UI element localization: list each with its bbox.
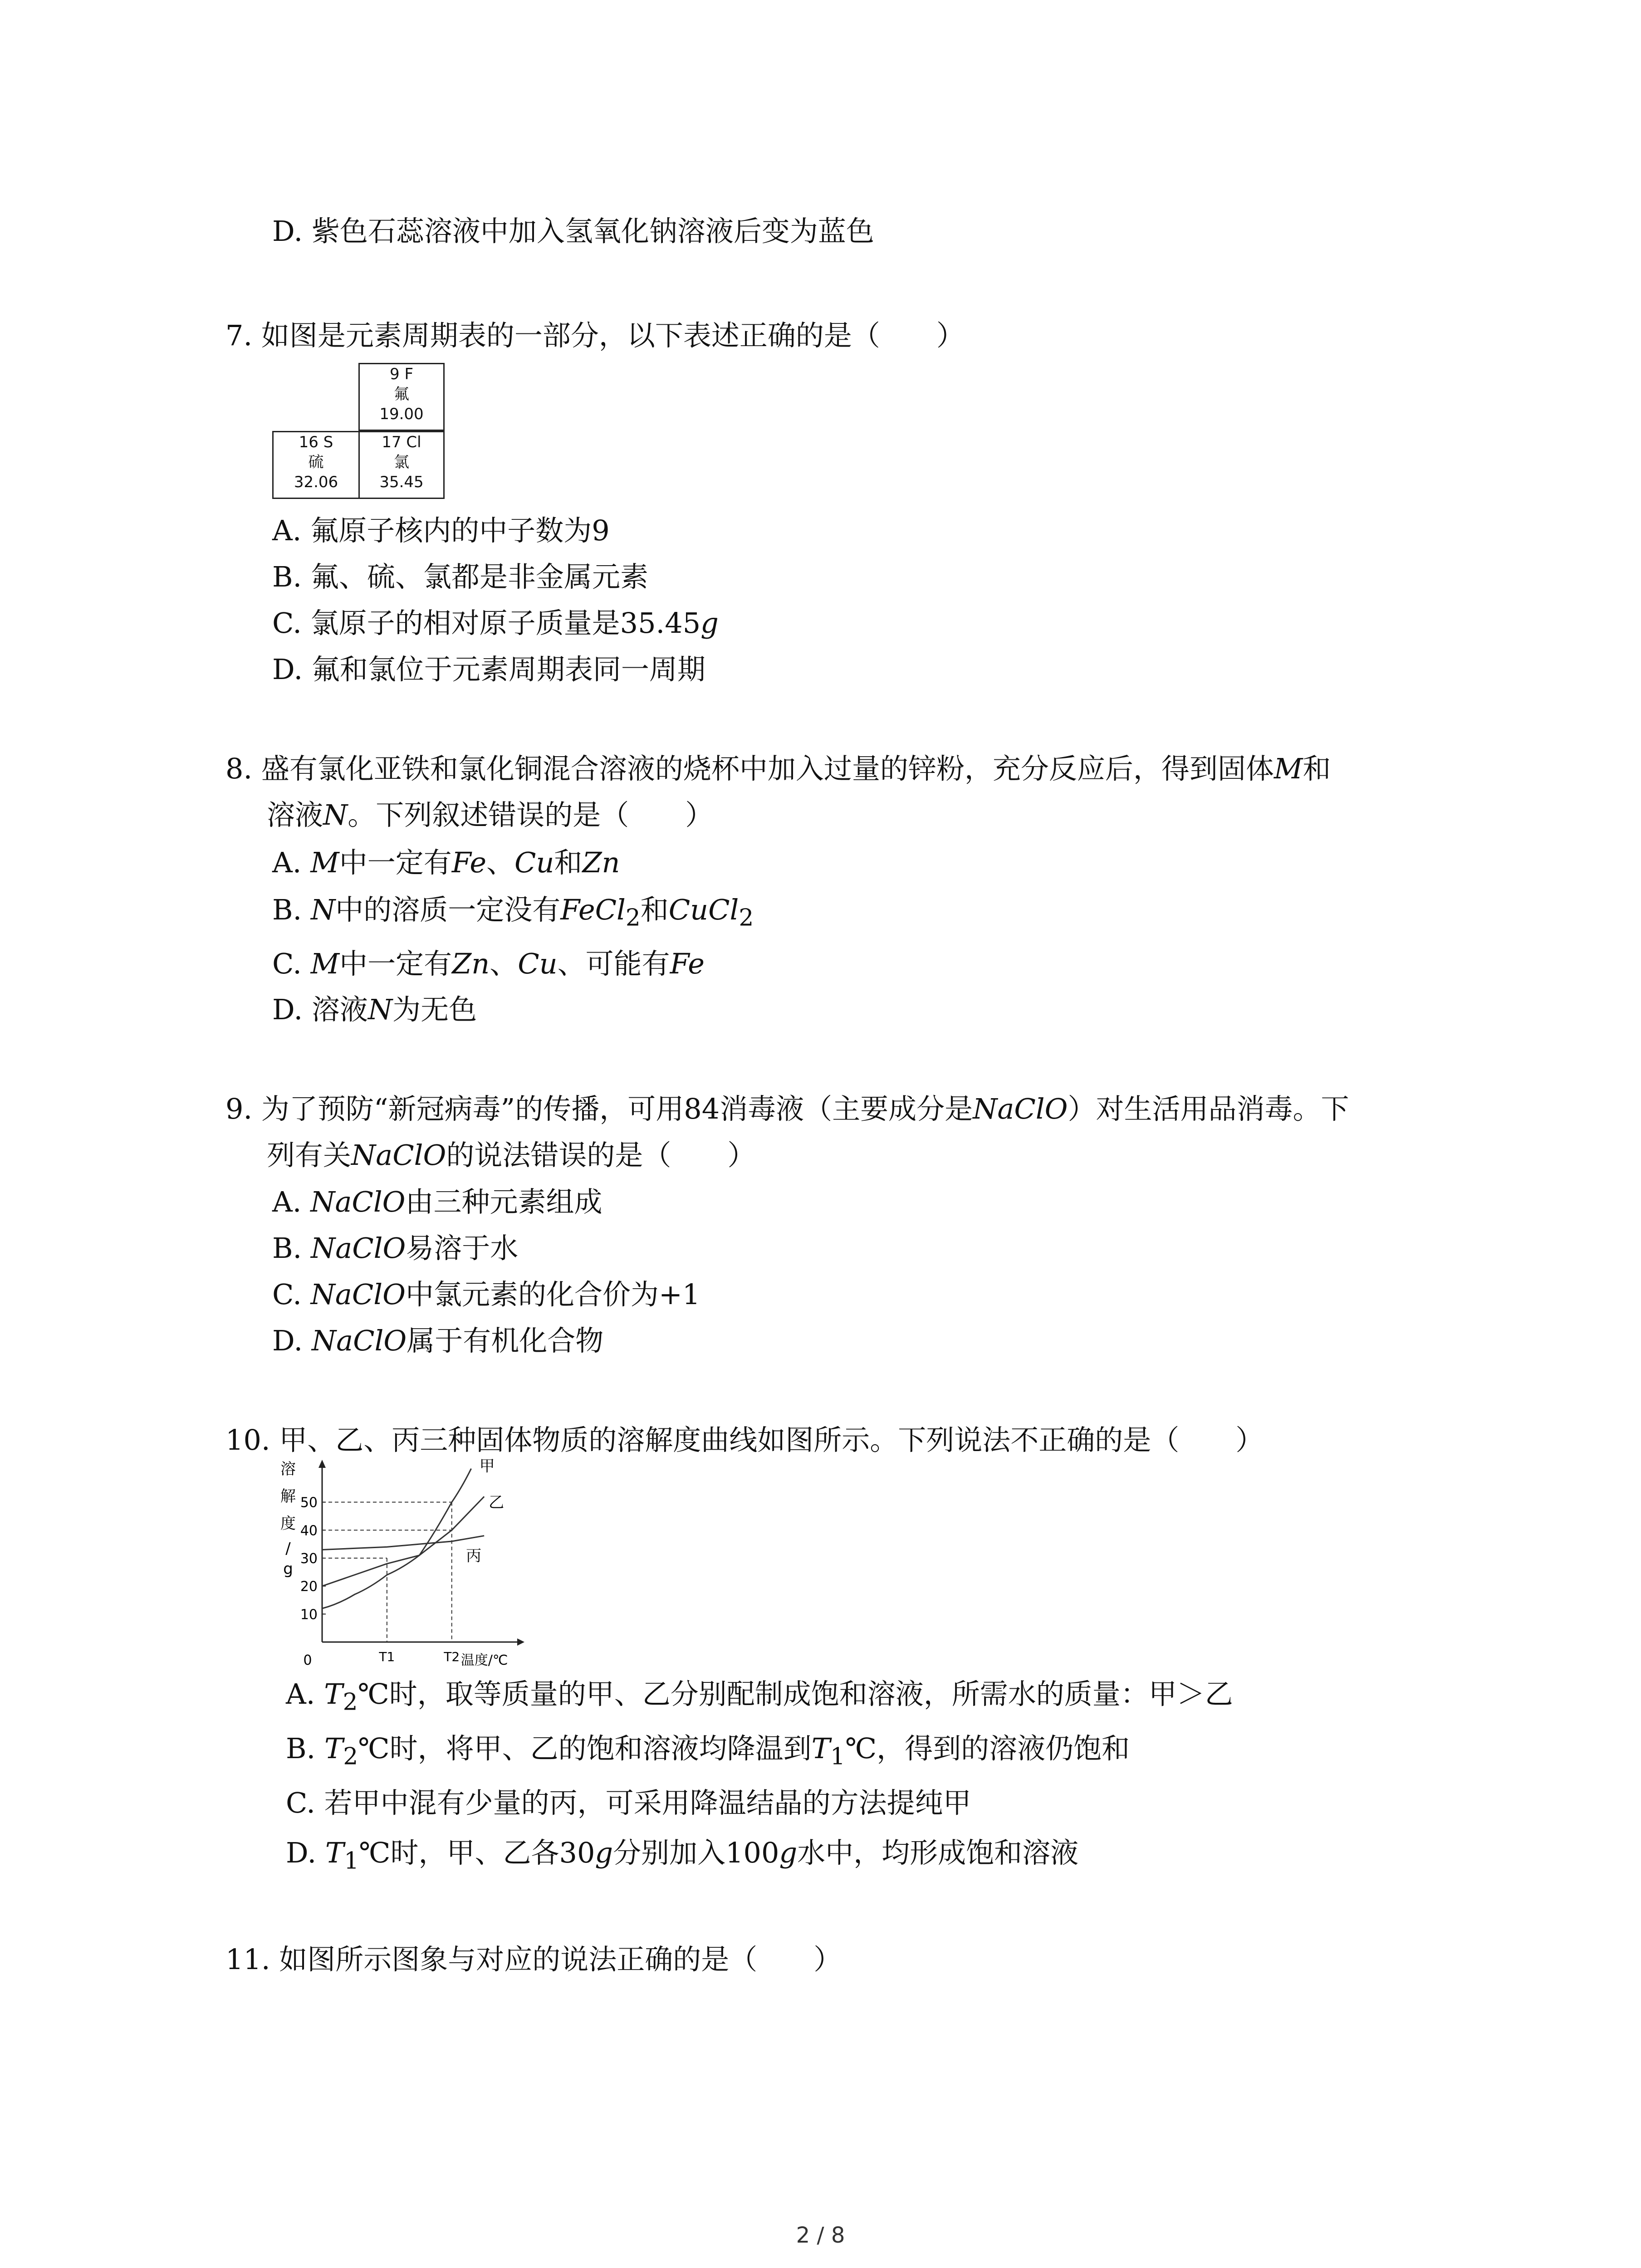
series-1-label: 甲 <box>479 1457 495 1476</box>
y-tick-label: 10 <box>300 1607 318 1623</box>
q6-option-d: D. 紫色石蕊溶液中加入氢氧化钠溶液后变为蓝色 <box>272 215 874 248</box>
y-tick-label: 20 <box>300 1579 318 1595</box>
q7-option-d: D. 氟和氯位于元素周期表同一周期 <box>272 653 705 686</box>
page-number: 2 / 8 <box>796 2223 845 2248</box>
q8-option-a: A. M中一定有Fe、Cu和Zn <box>272 846 620 879</box>
chlorine-name: 氯 <box>394 453 409 471</box>
y-tick-label: 30 <box>300 1551 318 1567</box>
y-axis-label-char: 解 <box>280 1487 296 1505</box>
chlorine-mass: 35.45 <box>379 473 424 491</box>
q9-stem-line1: 9. 为了预防“新冠病毒”的传播，可用84消毒液（主要成分是NaClO）对生活用品消毒。下 <box>225 1092 1349 1125</box>
chlorine-number-symbol: 17 Cl <box>382 433 421 451</box>
q10-option-b: B. $T_2℃$时，将甲、乙的饱和溶液均降温到$T_1℃$，得到的溶液仍饱和 <box>286 1732 1130 1770</box>
q7-stem: 7. 如图是元素周期表的一部分，以下表述正确的是（ ） <box>225 319 965 352</box>
q7-option-c: C. 氯原子的相对原子质量是35.45g <box>272 606 719 640</box>
y-tick-label: 50 <box>300 1495 318 1511</box>
periodic-table-fragment <box>272 363 445 503</box>
series-2-curve <box>322 1496 484 1586</box>
fluorine-mass: 19.00 <box>379 405 424 423</box>
series-3-curve <box>322 1536 484 1550</box>
solubility-curve-chart <box>272 1456 526 1674</box>
q8-option-b: B. N中的溶质一定没有FeCl$_2$和CuCl$_2$ <box>272 893 754 932</box>
y-axis-label-char: 溶 <box>280 1460 296 1478</box>
q8-option-c: C. M中一定有Zn、Cu、可能有Fe <box>272 947 705 980</box>
fluorine-number-symbol: 9 F <box>390 365 413 383</box>
element-cell-chlorine <box>358 431 445 499</box>
x-axis-arrow <box>517 1638 524 1646</box>
q9-option-b: B. NaClO易溶于水 <box>272 1232 519 1265</box>
q9-option-d: D. NaClO属于有机化合物 <box>272 1324 604 1357</box>
x-axis-label: 温度/℃ <box>460 1652 508 1668</box>
q10-option-d: D. $T_1℃$时，甲、乙各30g分别加入100g水中，均形成饱和溶液 <box>286 1836 1079 1875</box>
q10-stem: 10. 甲、乙、丙三种固体物质的溶解度曲线如图所示。下列说法不正确的是（ ） <box>225 1423 1264 1457</box>
y-axis-label-char: / <box>285 1540 291 1558</box>
q9-stem-line2: 列有关NaClO的说法错误的是（ ） <box>267 1139 756 1172</box>
y-tick-label: 40 <box>300 1523 318 1539</box>
q7-option-a: A. 氟原子核内的中子数为9 <box>272 514 610 547</box>
series-2-label: 乙 <box>489 1493 505 1512</box>
y-axis-arrow <box>318 1460 326 1468</box>
q9-option-a: A. NaClO由三种元素组成 <box>272 1185 603 1218</box>
x-tick-label: T2 <box>444 1649 460 1664</box>
element-cell-fluorine <box>358 363 445 431</box>
q11-stem: 11. 如图所示图象与对应的说法正确的是（ ） <box>225 1943 842 1976</box>
q10-option-c: C. 若甲中混有少量的丙，可采用降温结晶的方法提纯甲 <box>286 1786 971 1819</box>
q7-option-b: B. 氟、硫、氯都是非金属元素 <box>272 560 648 593</box>
q8-stem-line1: 8. 盛有氯化亚铁和氯化铜混合溶液的烧杯中加入过量的锌粉，充分反应后，得到固体M和 <box>225 752 1331 785</box>
q8-stem-line2: 溶液N。下列叙述错误的是（ ） <box>267 798 714 831</box>
sulfur-mass: 32.06 <box>294 473 338 491</box>
origin-label: 0 <box>303 1652 312 1668</box>
element-cell-sulfur <box>272 431 360 499</box>
sulfur-name: 硫 <box>308 453 324 471</box>
q10-option-a: A. $T_2℃$时，取等质量的甲、乙分别配制成饱和溶液，所需水的质量：甲＞乙 <box>286 1677 1233 1716</box>
y-axis-label-char: 度 <box>280 1515 296 1533</box>
series-3-label: 丙 <box>466 1547 482 1565</box>
q9-option-c: C. NaClO中氯元素的化合价为+1 <box>272 1278 700 1311</box>
q8-option-d: D. 溶液N为无色 <box>272 993 477 1026</box>
x-tick-label: T1 <box>379 1649 395 1664</box>
fluorine-name: 氟 <box>394 385 409 403</box>
sulfur-number-symbol: 16 S <box>299 433 333 451</box>
y-axis-label-char: g <box>283 1560 293 1578</box>
series-1-curve <box>322 1469 471 1608</box>
